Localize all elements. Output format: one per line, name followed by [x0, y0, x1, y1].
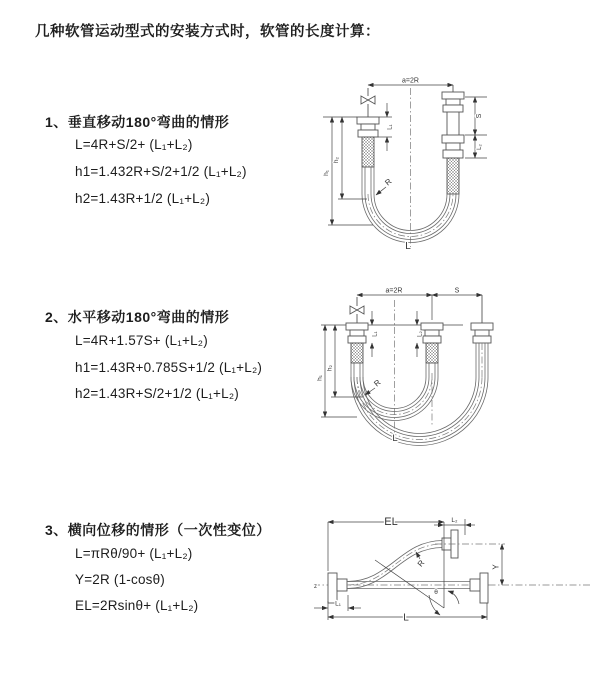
right-pipe-fitting	[471, 295, 493, 343]
dim-l2-label: L₂	[417, 331, 424, 337]
dimension-el	[328, 516, 444, 571]
radius-callout	[365, 378, 383, 395]
angle-construction	[375, 522, 459, 615]
page-title: 几种软管运动型式的安装方式时，软管的长度计算：	[35, 24, 380, 40]
section-2-formula-l: L=4R+1.57S+ (L₁+L₂)	[75, 333, 208, 348]
section-1-formula-l: L=4R+S/2+ (L₁+L₂)	[75, 137, 193, 152]
hose-braid	[426, 343, 438, 363]
hose-braid	[351, 343, 363, 363]
valve-icon	[350, 297, 364, 323]
radius-label: R	[372, 377, 383, 389]
hose-u-bend-displaced	[351, 343, 488, 446]
dim-l1-label: L₁	[387, 124, 394, 130]
dim-s-label: S	[476, 113, 483, 119]
length-label: L	[403, 612, 409, 624]
dimension-y	[492, 544, 503, 585]
diagram-horizontal-travel	[315, 285, 595, 450]
section-3-formula-el: EL=2Rsinθ+ (L₁+L₂)	[75, 598, 199, 613]
section-3-heading: 3、横向位移的情形（一次性变位）	[45, 522, 271, 538]
diagram-vertical-travel	[315, 70, 595, 265]
dimension-s	[432, 288, 482, 296]
radius-callout	[416, 552, 427, 568]
upper-flange	[435, 530, 505, 558]
right-flange	[470, 573, 488, 603]
section-3-formula-y: Y=2R (1-cosθ)	[75, 572, 166, 587]
dim-h2-label: h₂	[326, 364, 334, 372]
length-label: L	[392, 433, 398, 444]
dimension-l1	[314, 595, 361, 620]
dim-l2-label: L₂	[451, 517, 458, 524]
left-flange	[328, 573, 347, 603]
dim-h2-label: h₂	[333, 156, 340, 164]
dim-h1-label: h₁	[323, 170, 330, 176]
hose-braid	[362, 137, 374, 167]
dim-l1-label: L₁	[372, 331, 379, 337]
length-label: L	[405, 241, 411, 252]
right-pipe-fitting	[442, 85, 464, 194]
dim-y-label: Y	[491, 564, 501, 570]
section-2-formula-h1: h1=1.43R+0.785S+1/2 (L₁+L₂)	[75, 360, 263, 375]
section-2-heading: 2、水平移动180°弯曲的情形	[45, 309, 230, 325]
hose-braid	[447, 158, 459, 194]
dim-l2-label: L₂	[477, 144, 483, 150]
dimension-a2r	[368, 78, 453, 86]
dim-a2r-label: a=2R	[385, 287, 403, 295]
diagram-lateral-displacement	[305, 505, 595, 635]
dimension-l1	[378, 103, 394, 151]
dim-a2r-label: a=2R	[402, 77, 419, 85]
radius-label: R	[415, 558, 427, 569]
radius-label: R	[383, 176, 394, 188]
section-1-heading: 1、垂直移动180°弯曲的情形	[45, 114, 230, 130]
radius-callout	[376, 177, 394, 195]
dimension-l2	[417, 311, 424, 357]
dim-h1-label: h₁	[316, 375, 324, 381]
dimension-s	[465, 97, 487, 158]
left-pipe-fitting	[346, 323, 368, 363]
valve-icon	[361, 88, 375, 117]
dimension-l1	[372, 311, 379, 357]
section-2-formula-h2: h2=1.43R+S/2+1/2 (L₁+L₂)	[75, 386, 239, 401]
section-1-formula-h1: h1=1.432R+S/2+1/2 (L₁+L₂)	[75, 164, 247, 179]
left-pipe-fitting	[357, 117, 379, 167]
middle-pipe-fitting	[421, 323, 443, 363]
dim-l1-label: L₁	[335, 600, 341, 608]
break-mark: z	[314, 584, 317, 590]
angle-label: θ	[434, 589, 438, 596]
section-3-formula-l: L=πRθ/90+ (L₁+L₂)	[75, 546, 193, 561]
dim-s-label: S	[454, 287, 460, 295]
dim-el-label: EL	[384, 516, 398, 528]
hose-u-bend	[362, 167, 459, 243]
dimension-l	[328, 600, 487, 624]
section-1-formula-h2: h2=1.43R+1/2 (L₁+L₂)	[75, 191, 211, 206]
